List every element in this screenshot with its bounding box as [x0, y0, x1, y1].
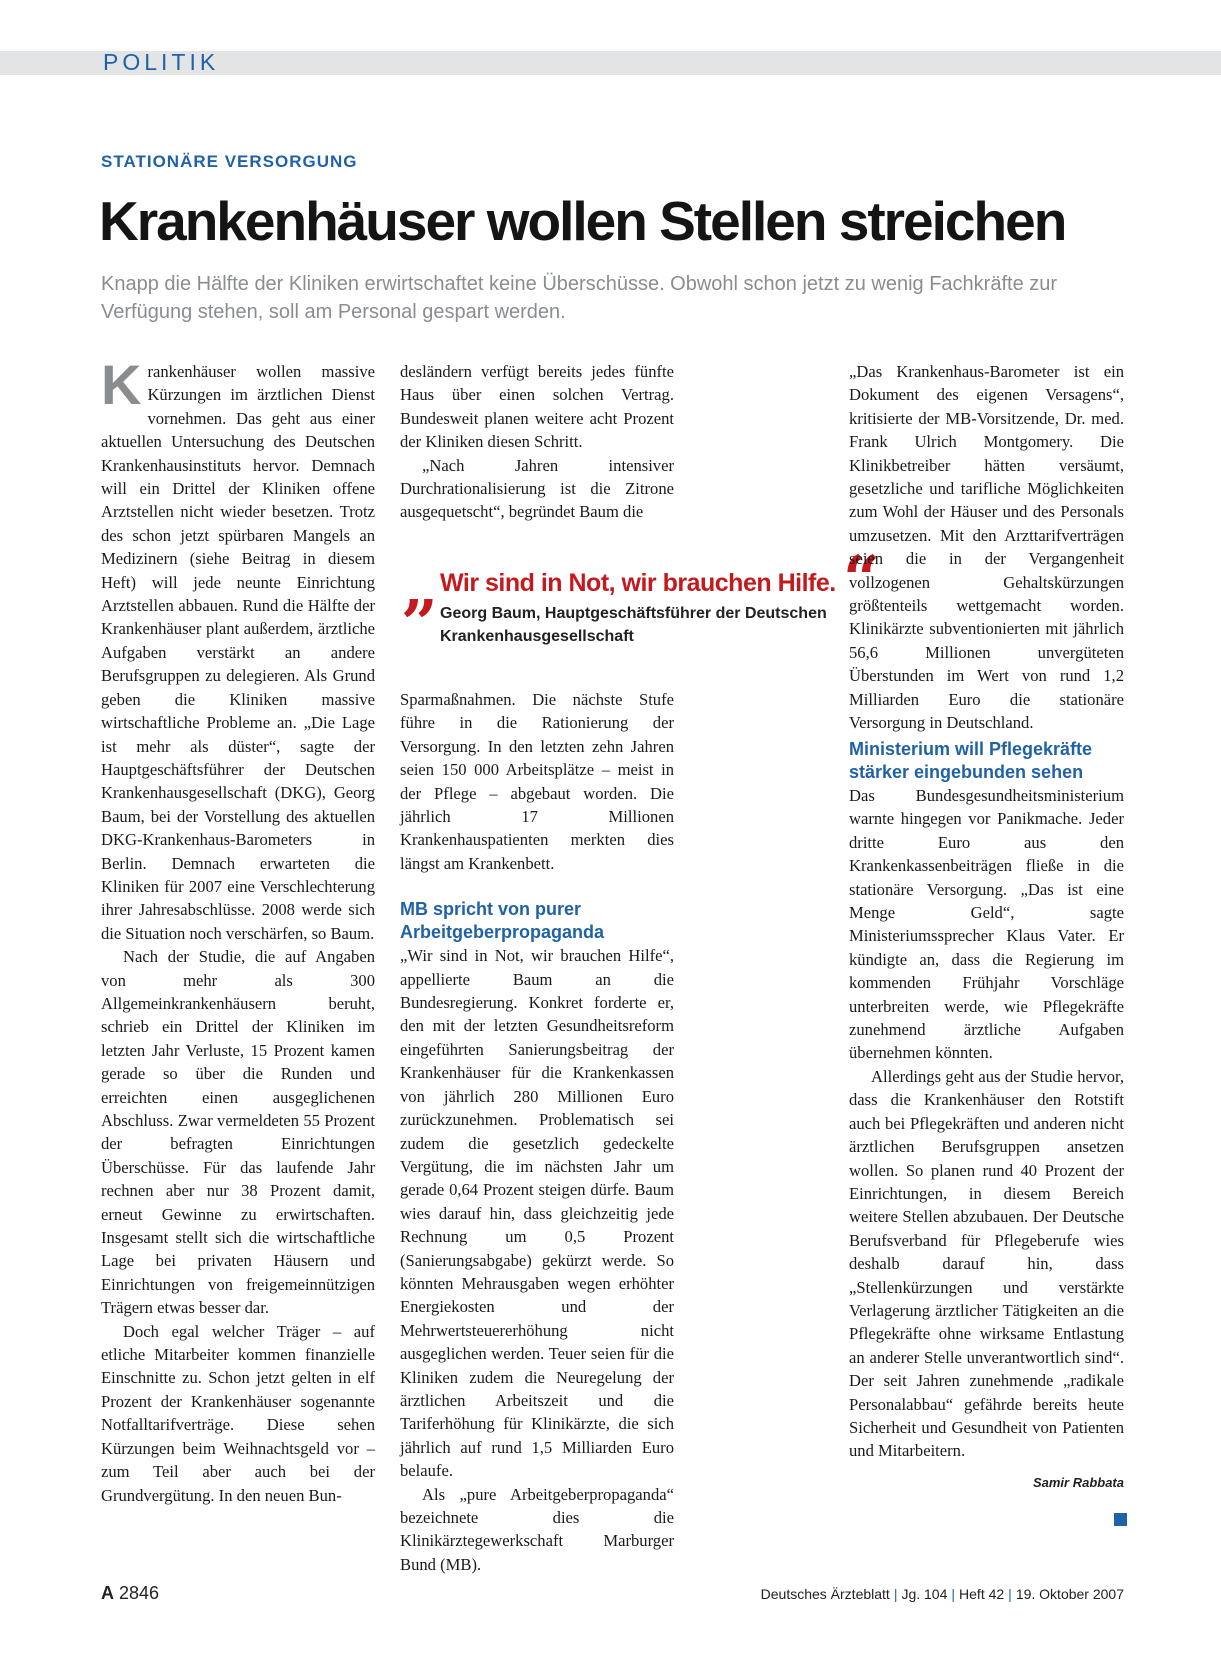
section-label: POLITIK [103, 49, 220, 75]
pull-quote-source: Georg Baum, Hauptgeschäftsführer der Deutschen Krankenhausgesellschaft [440, 605, 827, 645]
end-mark-icon [1114, 1513, 1127, 1526]
quote-close-mark: “ [843, 542, 880, 617]
body-paragraph: „Das Krankenhaus-Barometer ist ein Dokument des eigenen Versagens“, kritisierte der MB-Vorsitzende, Dr. med. Frank Ulrich Montgomery. Die Klinikbetreiber hätten versäumt, gesetzliche und tarifliche Möglichkeiten zum Wohl der Häuser und des Personals umzusetzen. Mit den Arzttarifverträgen seien die in der Vergangenheit vollzogenen Gehaltskürzungen größtenteils wettgemacht worden. Klinikärzte subventionierten mit jährlich 56,6 Millionen unvergüteten Überstunden im Wert von rund 1,2 Milliarden Euro die stationäre Versorgung in Deutschland. [849, 362, 1124, 733]
body-paragraph: „Nach Jahren intensiver Durchrationalisierung ist die Zitrone ausgequetscht“, begründet Baum die [400, 455, 674, 522]
body-paragraph: Das Bundesgesundheitsministerium warnte hingegen vor Panikmache. Jeder dritte Euro aus den Krankenkassenbeiträgen fließe in die stationäre Versorgung. „Das ist eine Menge Geld“, sagte Ministeriumssprecher Klaus Vater. Er kündigte an, dass die Regierung im kommenden Frühjahr Vorschläge unterbreiten werde, wie Pflegekräfte zunehmend ärztliche Aufgaben übernehmen könnten. [849, 786, 1124, 1063]
article-lede: Knapp die Hälfte der Kliniken erwirtschaftet keine Überschüsse. Obwohl schon jetzt zu wenig Fachkräfte zur Verfügung stehen, soll am Personal gespart werden. [101, 273, 1058, 323]
body-paragraph: rankenhäuser wollen massive Kürzungen im ärztlichen Dienst vornehmen. Das geht aus einer aktuellen Untersuchung des Deutschen Krankenhausinstituts hervor. Demnach will ein Drittel der Kliniken offene Arztstellen nicht wieder besetzen. Trotz des schon jetzt spürbaren Mangels an Medizinern (siehe Beitrag in diesem Heft) will jede neunte Einrichtung Arztstellen abbauen. Rund die Hälfte der Krankenhäuser plant außerdem, ärztliche Aufgaben verstärkt an andere Berufsgruppen zu delegieren. Als Grund geben die Kliniken massive wirtschaftliche Probleme an. „Die Lage ist mehr als düster“, sagte der Hauptgeschäftsführer der Deutschen Krankenhausgesellschaft (DKG), Georg Baum, bei der Vorstellung des aktuellen DKG-Krankenhaus-Barometers in Berlin. Demnach erwarteten die Kliniken für 2007 eine Verschlechterung ihrer Jahresabschlüsse. 2008 werde sich die Situation noch verschärfen, so Baum. [101, 362, 375, 943]
body-paragraph: Allerdings geht aus der Studie hervor, dass die Krankenhäuser den Rotstift auch bei Pflegekräften und anderen nicht ärztlichen Berufsgruppen ansetzen wollen. So planen rund 40 Prozent der Einrichtungen, in diesem Bereich weitere Stellen abzubauen. Der Deutsche Berufsverband für Pflegeberufe wies deshalb darauf hin, dass „Stellenkürzungen und verstärkte Verlagerung ärztlicher Tätigkeiten an die Pflegekräfte ohne wirksame Entlastung an anderer Stelle unverantwortlich sind“. Der seit Jahren zunehmende „radikale Personalabbau“ gefährde bereits heute Sicherheit und Gesundheit von Patienten und Mitarbeitern. [849, 1066, 1124, 1461]
column-3-top [849, 360, 1124, 735]
body-paragraph: „Wir sind in Not, wir brauchen Hilfe“, appellierte Baum an die Bundesregierung. Konkret forderte er, den mit der letzten Gesundheitsreform eingeführten Sanierungsbeitrag der Krankenhäuser für die Krankenkassen von jährlich 280 Millionen Euro zurückzunehmen. Problematisch sei zudem die gesetzlich gedeckelte Vergütung, die im nächsten Jahr um gerade 0,64 Prozent steigen dürfe. Baum wies darauf hin, dass gleichzeitig jede Rechnung um 0,5 Prozent (Sanierungsabgabe) gekürzt werde. So könnten Mehrausgaben wegen erhöhter Energiekosten und der Mehrwertsteuererhöhung nicht ausgeglichen werden. Teuer seien für die Kliniken zudem die Neuregelung der ärztlichen Arbeitszeit und die Tariferhöhung für Klinikärzte, die sich jährlich auf rund 1,5 Milliarden Euro belaufe. [400, 946, 674, 1481]
journal-volume: Jg. 104 [901, 1586, 948, 1602]
column-2-top [400, 360, 674, 524]
body-paragraph: Doch egal welcher Träger – auf etliche Mitarbeiter kommen finanzielle Einschnitte zu. Schon jetzt gelten in elf Prozent der Krankenhäuser sogenannte Notfalltarifverträge. Diese sehen Kürzungen beim Weihnachtsgeld vor – zum Teil aber auch bei der Grundvergütung. In den neuen Bun- [101, 1321, 375, 1505]
article-kicker: STATIONÄRE VERSORGUNG [101, 152, 358, 171]
body-paragraph: desländern verfügt bereits jedes fünfte Haus über einen solchen Vertrag. Bundesweit planen weitere acht Prozent der Kliniken diesen Schritt. [400, 362, 674, 452]
subheading: Ministerium will Pflegekräfte stärker eingebunden sehen [849, 739, 1093, 782]
column-3-bottom [849, 738, 1124, 1494]
author-byline: Samir Rabbata [1032, 1474, 1124, 1490]
page-number-value: 2846 [119, 1583, 160, 1603]
journal-date: 19. Oktober 2007 [1015, 1586, 1124, 1602]
journal-name: Deutsches Ärzteblatt [760, 1586, 890, 1602]
article-title: Krankenhäuser wollen Stellen streichen [99, 190, 1066, 252]
body-paragraph: Als „pure Arbeitgeberpropaganda“ bezeichnete dies die Klinikärztegewerkschaft Marburger Bund (MB). [400, 1484, 674, 1574]
pull-quote-text: Wir sind in Not, wir brauchen Hilfe. [440, 569, 836, 597]
journal-issue: Heft 42 [959, 1586, 1005, 1602]
column-1 [101, 353, 375, 1507]
quote-open-mark: „ [402, 550, 439, 625]
body-paragraph: Sparmaßnahmen. Die nächste Stufe führe in die Rationierung der Versorgung. In den letzten zehn Jahren seien 150 000 Arbeitsplätze – meist in der Pflege – abgebaut worden. Die jährlich 17 Millionen Krankenhauspatienten merkten dies längst am Krankenbett. [400, 690, 674, 873]
column-2-bottom [400, 688, 674, 1576]
drop-cap: K [101, 353, 142, 416]
page-number [101, 1583, 159, 1604]
publication-info: Deutsches Ärzteblatt | Jg. 104 | Heft 42 | 19. Oktober 2007 [760, 1586, 1124, 1602]
subheading: MB spricht von purer Arbeitgeberpropaganda [400, 899, 605, 943]
page-prefix: A [101, 1583, 114, 1603]
body-paragraph: Nach der Studie, die auf Angaben von mehr als 300 Allgemeinkrankenhäusern beruht, schrieb ein Drittel der Kliniken im letzten Jahr Verluste, 15 Prozent kamen gerade so über die Runden und erreichten einen ausgeglichenen Abschluss. Zwar vermeldeten 55 Prozent der befragten Einrichtungen Überschüsse. Für das laufende Jahr rechnen aber nur 38 Prozent damit, erneut Gewinne zu erwirtschaften. Insgesamt stellt sich die wirtschaftliche Lage bei privaten Häusern und Einrichtungen von freigemeinnützigen Trägern etwas besser dar. [101, 947, 375, 1318]
